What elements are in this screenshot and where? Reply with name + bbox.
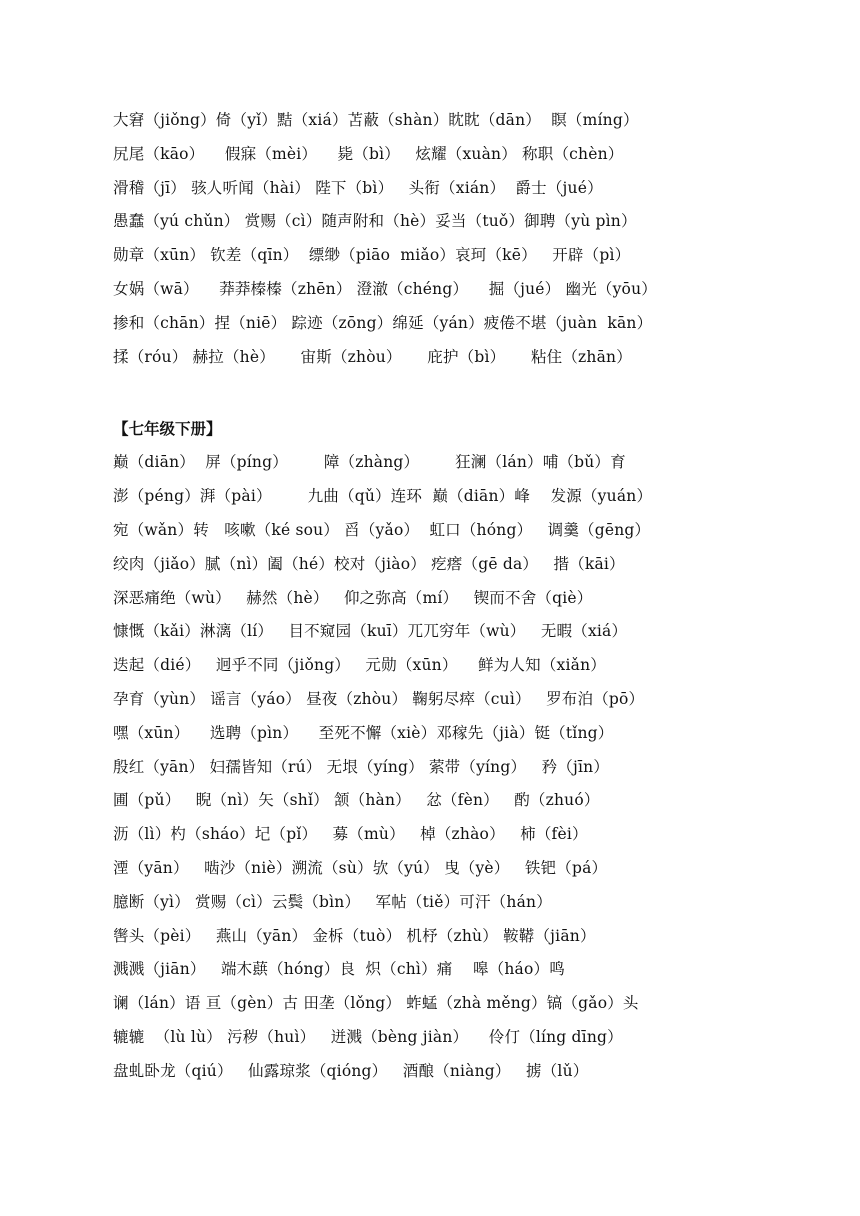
vocab-line: 澎（péng）湃（pài） 九曲（qǔ）连环 巅（diān）峰 发源（yuán） bbox=[113, 487, 653, 506]
vocab-line: 尻尾（kāo） 假寐（mèi） 毙（bì） 炫耀（xuàn） 称职（chèn） bbox=[113, 144, 624, 163]
vocab-line: 辘辘 （lù lù） 污秽（huì） 迸溅（bèng jiàn） 伶仃（líng dīng） bbox=[113, 1027, 623, 1046]
vocab-line: 掺和（chān）捏（niē） 踪迹（zōng）绵延（yán）疲倦不堪（juàn kān） bbox=[113, 313, 653, 332]
vocab-line: 宛（wǎn）转 咳嗽（ké sou） 舀（yǎo） 虹口（hóng） 调羹（gēng） bbox=[113, 520, 651, 539]
section-grade7-vol2 bbox=[113, 412, 813, 1088]
vocab-line: 盘虬卧龙（qiú） 仙露琼浆（qióng） 酒酿（niàng） 掳（lǔ） bbox=[113, 1061, 589, 1080]
vocab-line: 绞肉（jiǎo）腻（nì）阖（hé）校对（jiào） 疙瘩（gē da） 揩（kāi） bbox=[113, 554, 625, 573]
vocab-line: 滑稽（jī） 骇人听闻（hài） 陛下（bì） 头衔（xián） 爵士（jué） bbox=[113, 178, 603, 197]
vocab-line: 臆断（yì） 赏赐（cì）云鬓（bìn） 军帖（tiě）可汗（hán） bbox=[113, 892, 552, 911]
vocab-line: 嘿（xūn） 选聘（pìn） 至死不懈（xiè）邓稼先（jià）铤（tǐng） bbox=[113, 723, 614, 742]
vocab-line: 溅溅（jiān） 端木蕻（hóng）良 炽（chì）痛 嗥（háo）鸣 bbox=[113, 960, 565, 979]
vocab-line: 孕育（yùn） 谣言（yáo） 昼夜（zhòu） 鞠躬尽瘁（cuì） 罗布泊（pō） bbox=[113, 689, 645, 708]
document-page bbox=[113, 104, 813, 1089]
vocab-line: 揉（róu） 赫拉（hè） 宙斯（zhòu） 庇护（bì） 粘住（zhān） bbox=[113, 347, 632, 366]
section-heading: 【七年级下册】 bbox=[113, 419, 222, 439]
vocab-line: 殷红（yān） 妇孺皆知（rú） 无垠（yíng） 萦带（yíng） 矜（jīn） bbox=[113, 757, 610, 776]
vocab-line: 愚蠢（yú chǔn） 赏赐（cì）随声附和（hè）妥当（tuǒ）御聘（yù pìn） bbox=[113, 212, 637, 231]
section-spacer bbox=[113, 374, 813, 412]
vocab-line: 谰（lán）语 亘（gèn）古 田垄（lǒng） 蚱蜢（zhà měng）镐（gǎo）头 bbox=[113, 994, 639, 1013]
section-vocab-part1 bbox=[113, 104, 813, 374]
vocab-line: 慷慨（kǎi）淋漓（lí） 目不窥园（kuī）兀兀穷年（wù） 无暇（xiá） bbox=[113, 622, 628, 641]
vocab-line: 勋章（xūn） 钦差（qīn） 缥缈（piāo miǎo）哀珂（kē） 开辟（pì） bbox=[113, 246, 631, 265]
vocab-line: 深恶痛绝（wù） 赫然（hè） 仰之弥高（mí） 锲而不舍（qiè） bbox=[113, 588, 593, 607]
vocab-line: 沥（lì）杓（sháo）圮（pǐ） 募（mù） 棹（zhào） 柿（fèi） bbox=[113, 825, 588, 844]
vocab-line: 女娲（wā） 莽莽榛榛（zhēn） 澄澈（chéng） 掘（jué） 幽光（yōu） bbox=[113, 279, 657, 298]
vocab-line: 大窘（jiǒng）倚（yǐ）黠（xiá）苫蔽（shàn）眈眈（dān） 瞑（míng） bbox=[113, 111, 639, 129]
vocab-line: 圃（pǔ） 睨（nì）矢（shǐ） 颔（hàn） 忿（fèn） 酌（zhuó） bbox=[113, 791, 600, 810]
vocab-line: 辔头（pèi） 燕山（yān） 金柝（tuò） 机杼（zhù） 鞍鞯（jiān） bbox=[113, 926, 596, 945]
vocab-line: 迭起（dié） 迥乎不同（jiǒng） 元勋（xūn） 鲜为人知（xiǎn） bbox=[113, 656, 606, 675]
vocab-line: 湮（yān） 啮沙（niè）溯流（sù）欤（yú） 曳（yè） 铁钯（pá） bbox=[113, 858, 608, 877]
vocab-line: 巅（diān） 屏（píng） 障（zhàng） 狂澜（lán）哺（bǔ）育 bbox=[113, 453, 626, 472]
